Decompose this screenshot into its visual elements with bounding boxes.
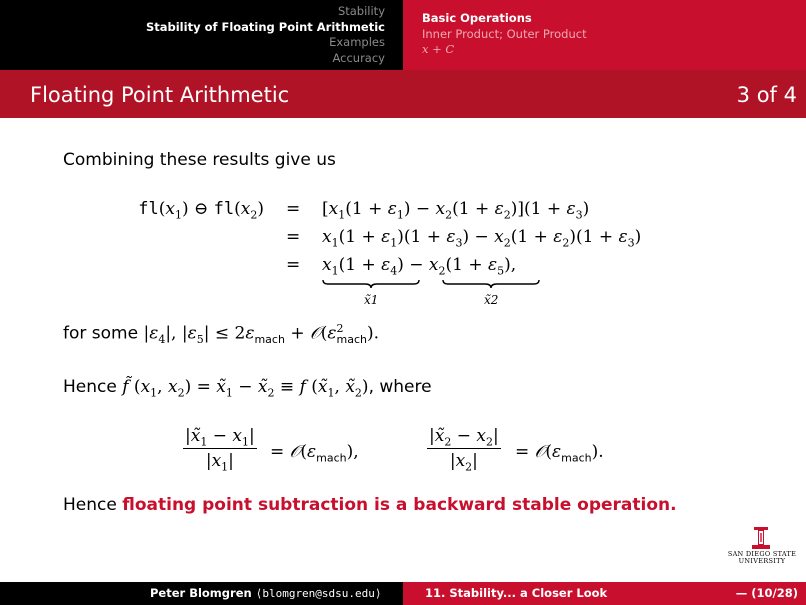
relative-error-fraction-2: $\frac{|x̃_2 - x_2|}{|x_2|}$ [429, 426, 499, 474]
nav-subsection-inner-outer-product[interactable]: Inner Product; Outer Product [422, 26, 587, 41]
relative-error-fraction-1: $\frac{|x̃_1 - x_1|}{|x_1|}$ [185, 426, 255, 474]
subsection-navigation [422, 11, 587, 58]
sdsu-logo-text: SAN DIEGO STATE UNIVERSITY [727, 550, 797, 565]
footer-author: Peter Blomgren ⟨blomgren@sdsu.edu⟩ [150, 586, 382, 600]
conclusion-statement: Hence floating point subtraction is a backward stable operation. [63, 495, 677, 515]
footer-page-number: — (10/28) [735, 586, 798, 600]
equation-rhs-line-2: $x_1(1 + \varepsilon_1)(1 + \varepsilon_3) - x_2(1 + \varepsilon_2)(1 + \varepsilon_3)$ [322, 227, 642, 250]
nav-section-stability[interactable]: Stability [337, 4, 385, 18]
underbrace-label-1: x̃1 [364, 293, 379, 307]
equation-sign-3: = [286, 255, 301, 275]
underbrace-1 [322, 279, 420, 289]
hence-statement: Hence f̃ ($x_1$, $x_2$) = $x̃_1$ − $x̃_2 \equiv f$ ($x̃_1$, $x̃_2$), where [63, 377, 432, 400]
equation-rhs-line-3: $x_1(1 + \varepsilon_4) - x_2(1 + \varepsilon_5)$, [322, 255, 517, 278]
section-navigation [146, 4, 385, 66]
footer-email: ⟨blomgren@sdsu.edu⟩ [255, 587, 382, 600]
header-subsections-panel [403, 0, 806, 70]
footer-talk-panel [403, 582, 806, 605]
nav-section-examples[interactable]: Examples [329, 35, 385, 49]
frame-title-bar [0, 70, 806, 118]
relative-error-order-2: = $𝒪(\varepsilon_{mach})$. [515, 442, 604, 465]
frame-counter: 3 of 4 [736, 83, 797, 107]
nav-subsection-x-plus-c[interactable]: x + C [422, 42, 455, 56]
footer-author-panel [0, 582, 403, 605]
nav-section-floating-point[interactable]: Stability of Floating Point Arithmetic [145, 19, 385, 34]
underbrace-label-2: x̃2 [484, 293, 499, 307]
nav-subsection-basic-operations[interactable]: Basic Operations [422, 11, 532, 25]
frame-title: Floating Point Arithmetic [30, 83, 290, 107]
conclusion-highlight: floating point subtraction is a backward stable operation. [122, 495, 677, 515]
footer-talk-title: 11. Stability... a Closer Look [425, 586, 608, 600]
underbrace-2 [442, 279, 540, 289]
equation-rhs-line-1: $[x_1(1 + \varepsilon_1) - x_2(1 + \varepsilon_2)](1 + \varepsilon_3)$ [322, 199, 590, 222]
intro-text: Combining these results give us [63, 150, 336, 170]
equation-sign-1: = [286, 199, 301, 219]
relative-error-order-1: = $𝒪(\varepsilon_{mach})$, [270, 442, 359, 465]
header-sections-panel [0, 0, 403, 70]
error-bound-statement: for some $|\varepsilon_4|$, $|\varepsilon_5| \le 2\varepsilon_{mach}$ + $𝒪(\varepsilon^2_{mach})$. [63, 322, 380, 347]
nav-section-accuracy[interactable]: Accuracy [332, 50, 385, 65]
equation-lhs: $fl(x_1)$ ⊖ $fl(x_2)$ [138, 199, 264, 222]
equation-sign-2: = [286, 227, 301, 247]
